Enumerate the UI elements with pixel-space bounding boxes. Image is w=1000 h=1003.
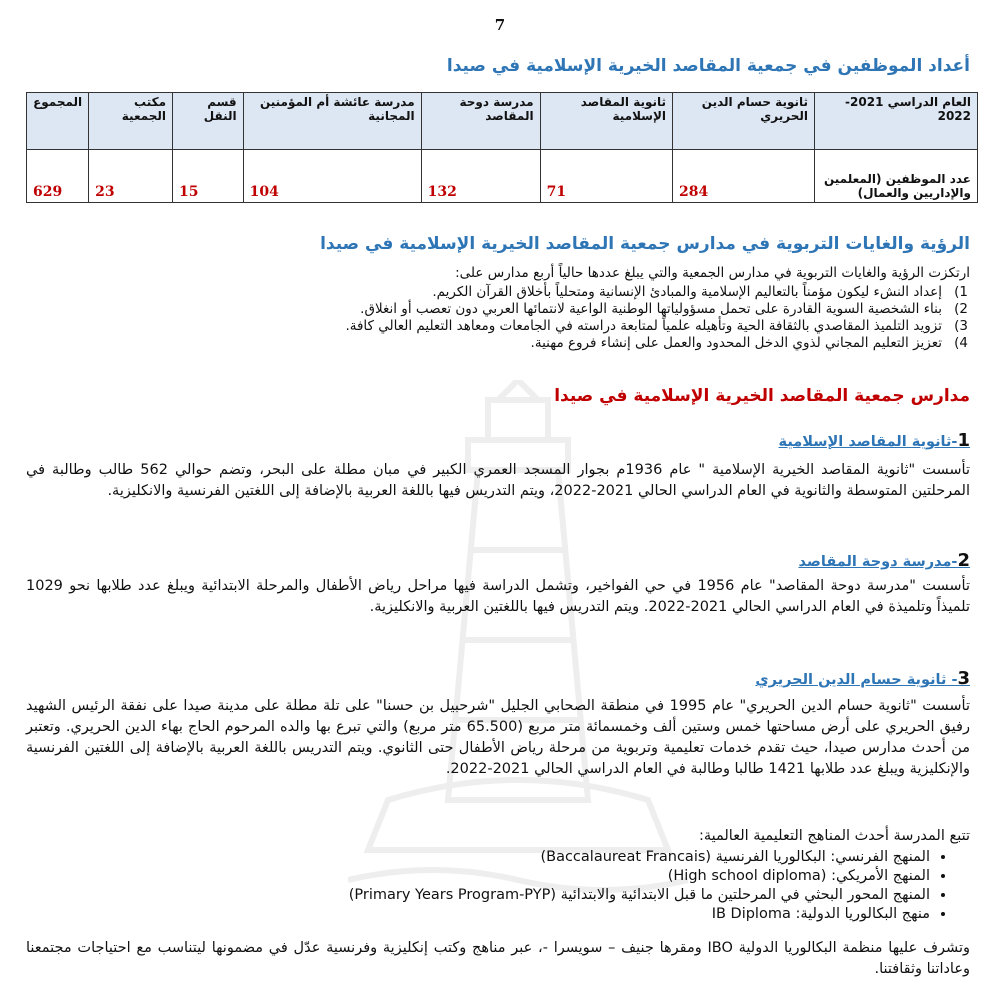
school-3-text: تأسست "ثانوية حسام الدين الحريري" عام 1995 في منطقة الصحابي الجليل "شرحبيل بن حسنا" على تلة مطلة على مدينة صيدا على نفقة الرئيس الشهيد رفيق الحريري على أرض مساحتها خمس وستين ألف وخمسمائة متر مربع (65.500 متر مربع) والتي تبرع بها والده المرحوم الحاج بهاء الدين الحريري. وتعتبر من أحدث مدارس صيدا، حيث تقدم خدمات تعليمية وتربوية من مرحلة رياض الأطفال حتى الثانوي. ويتم التدريس باللغة العربية بالإضافة إلى اللغتين الفرنسية والإنكليزية ويبلغ عدد طلابها 1421 طالبا وطالبة في العام الدراسي الحالي 2021-2022. xyxy=(26,698,970,777)
list-item: 2) بناء الشخصية السوية القادرة على تحمل مسؤولياتها الوطنية الواعية لانتمائها العربي دون تعصب أو انغلاق. xyxy=(360,301,968,317)
school-2-text: تأسست "مدرسة دوحة المقاصد" عام 1956 في حي الفواخير، وتشمل الدراسة فيها مراحل رياض الأطفال والمرحلة الابتدائية ويبلغ عدد طلابها نحو 1029 تلميذاً وتلميذة في العام الدراسي الحالي 2021-2022. ويتم التدريس فيها باللغتين العربية والانكليزية. xyxy=(26,578,970,615)
curricula-intro: تتبع المدرسة أحدث المناهج التعليمية العالمية: xyxy=(698,828,970,844)
table-cell: 629 xyxy=(27,150,89,203)
table-cell: 284 xyxy=(673,150,815,203)
school-3-heading: 3- ثانوية حسام الدين الحريري xyxy=(755,668,970,689)
document-page xyxy=(18,0,982,1003)
table-cell: 71 xyxy=(540,150,672,203)
table-header-cell: المجموع xyxy=(27,93,89,150)
staff-section-title: أعداد الموظفين في جمعية المقاصد الخيرية الإسلامية في صيدا xyxy=(446,56,970,76)
list-item: 3) تزويد التلميذ المقاصدي بالثقافة الحية وتأهيله علمياً لمتابعة دراسته في الجامعات ومعاهد التعليم العالي كافة. xyxy=(345,318,968,334)
school-2-heading: 2-مدرسة دوحة المقاصد xyxy=(798,550,970,571)
curricula-list xyxy=(10,848,970,924)
list-item: • المنهج الأمريكي: (High school diploma) xyxy=(10,867,930,886)
list-item: • المنهج المحور البحثي في المرحلتين ما قبل الابتدائية والابتدائية (Primary Years Program-PYP) xyxy=(10,886,930,905)
school-1-text: تأسست "ثانوية المقاصد الخيرية الإسلامية " عام 1936م بجوار المسجد العمري الكبير في مبان مطلة على البحر، وتضم حوالي 562 طالب وطالبة في المرحلتين المتوسطة والثانوية في العام الدراسي الحالي 2021-2022، ويتم التدريس فيها باللغة العربية بالإضافة إلى اللغتين الفرنسية والانكليزية. xyxy=(26,462,970,499)
table-header-cell: مدرسة عائشة أم المؤمنين المجانية xyxy=(243,93,421,150)
table-cell: 132 xyxy=(421,150,540,203)
page-number: 7 xyxy=(494,16,506,34)
list-item: 4) تعزيز التعليم المجاني لذوي الدخل المحدود والعمل على إنشاء فروع مهنية. xyxy=(530,335,968,351)
table-header-cell: ثانوية المقاصد الإسلامية xyxy=(540,93,672,150)
table-header-cell: العام الدراسي 2021-2022 xyxy=(815,93,978,150)
vision-intro: ارتكزت الرؤية والغايات التربوية في مدارس الجمعية والتي يبلغ عددها حالياً أربع مدارس على: xyxy=(455,265,970,281)
list-item: 1) إعداد النشء ليكون مؤمناً بالتعاليم الإسلامية والمبادئ الإنسانية ومتحلياً بأخلاق القرآن الكريم. xyxy=(432,284,968,300)
schools-title: مدارس جمعية المقاصد الخيرية الإسلامية في صيدا xyxy=(554,386,970,406)
table-cell: 104 xyxy=(243,150,421,203)
row-label: عدد الموظفين (المعلمين والإداريين والعمال) xyxy=(815,150,978,203)
list-item: • المنهج الفرنسي: البكالوريا الفرنسية (Baccalaureat Francais) xyxy=(10,848,930,867)
table-header-cell: قسم النقل xyxy=(173,93,244,150)
table-row xyxy=(27,150,978,203)
table-cell: 23 xyxy=(89,150,173,203)
school-1-heading: 1-ثانوية المقاصد الإسلامية xyxy=(778,430,970,451)
table-cell: 15 xyxy=(173,150,244,203)
table-header-cell: ثانوية حسام الدين الحريري xyxy=(673,93,815,150)
table-header-cell: مكتب الجمعية xyxy=(89,93,173,150)
staff-table xyxy=(26,92,978,203)
table-header-cell: مدرسة دوحة المقاصد xyxy=(421,93,540,150)
list-item: • منهج البكالوريا الدولية: IB Diploma xyxy=(10,905,930,924)
goals-list xyxy=(0,284,970,352)
closing-paragraph: وتشرف عليها منظمة البكالوريا الدولية IBO ومقرها جنيف – سويسرا -، عبر مناهج وكتب إنكليزية وفرنسية عدّل في مضمونها ليتناسب مع احتياجات مجتمعنا وعاداتنا وثقافتنا. xyxy=(26,940,970,977)
lighthouse-watermark-icon xyxy=(348,380,688,900)
table-header-row xyxy=(27,93,978,150)
vision-title: الرؤية والغايات التربوية في مدارس جمعية المقاصد الخيرية الإسلامية في صيدا xyxy=(320,234,970,254)
